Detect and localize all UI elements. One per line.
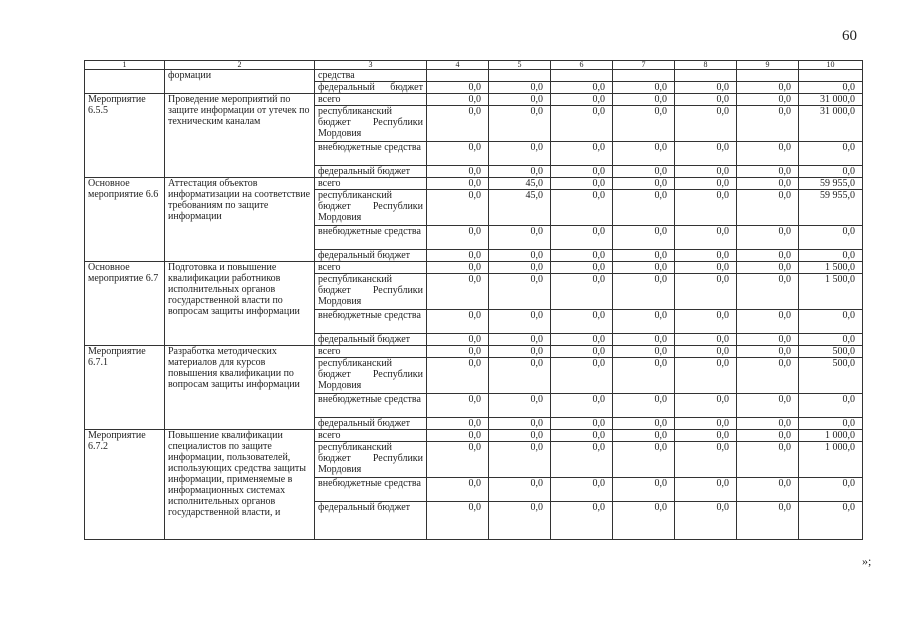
amount-cell: 0,0 [613, 334, 675, 346]
amount-cell: 0,0 [613, 250, 675, 262]
amount-cell: 0,0 [799, 82, 863, 94]
amount-cell: 0,0 [427, 418, 489, 430]
column-number: 8 [675, 61, 737, 70]
funding-source-cell: федеральный бюджет [315, 502, 427, 540]
amount-cell: 0,0 [675, 106, 737, 142]
amount-cell: 0,0 [489, 226, 551, 250]
amount-cell: 0,0 [737, 82, 799, 94]
amount-cell: 0,0 [427, 394, 489, 418]
funding-source-cell: федеральный бюджет [315, 334, 427, 346]
amount-cell: 0,0 [613, 226, 675, 250]
activity-name-cell: Разработка методических материалов для курсов повышения квалификации по вопросам защиты информации [165, 346, 315, 430]
column-number: 2 [165, 61, 315, 70]
amount-cell: 0,0 [613, 166, 675, 178]
table-row [85, 262, 863, 274]
amount-cell: 0,0 [737, 250, 799, 262]
amount-cell: 0,0 [675, 262, 737, 274]
amount-cell: 0,0 [427, 502, 489, 540]
amount-cell: 0,0 [675, 346, 737, 358]
amount-cell: 0,0 [737, 394, 799, 418]
funding-source-cell: внебюджетные средства [315, 310, 427, 334]
funding-source-cell: федеральный бюджет [315, 166, 427, 178]
amount-cell: 0,0 [737, 442, 799, 478]
amount-cell: 0,0 [613, 418, 675, 430]
amount-cell: 31 000,0 [799, 94, 863, 106]
amount-cell: 0,0 [675, 274, 737, 310]
funding-source-cell: федеральный бюджет [315, 82, 427, 94]
amount-cell: 0,0 [551, 178, 613, 190]
amount-cell: 0,0 [799, 166, 863, 178]
funding-source-cell: всего [315, 430, 427, 442]
amount-cell: 0,0 [551, 358, 613, 394]
table-row [85, 70, 863, 82]
funding-source-cell: всего [315, 94, 427, 106]
amount-cell: 0,0 [737, 106, 799, 142]
funding-source-cell: всего [315, 262, 427, 274]
amount-cell: 0,0 [551, 226, 613, 250]
funding-source-cell: республиканский бюджет Республики Мордовия [315, 106, 427, 142]
table-body [85, 61, 863, 540]
amount-cell: 0,0 [737, 142, 799, 166]
amount-cell [551, 70, 613, 82]
amount-cell: 0,0 [427, 190, 489, 226]
amount-cell: 0,0 [489, 310, 551, 334]
amount-cell: 0,0 [613, 190, 675, 226]
funding-source-cell: внебюджетные средства [315, 142, 427, 166]
amount-cell: 0,0 [613, 262, 675, 274]
amount-cell: 0,0 [551, 166, 613, 178]
amount-cell: 0,0 [551, 418, 613, 430]
activity-name-cell: формации [165, 70, 315, 94]
amount-cell: 31 000,0 [799, 106, 863, 142]
amount-cell: 0,0 [613, 502, 675, 540]
amount-cell: 0,0 [675, 442, 737, 478]
amount-cell: 0,0 [551, 82, 613, 94]
amount-cell: 0,0 [427, 106, 489, 142]
amount-cell: 0,0 [489, 334, 551, 346]
amount-cell: 0,0 [613, 178, 675, 190]
amount-cell: 0,0 [551, 430, 613, 442]
funding-source-cell: республиканский бюджет Республики Мордовия [315, 358, 427, 394]
column-number: 9 [737, 61, 799, 70]
amount-cell: 0,0 [675, 226, 737, 250]
amount-cell: 0,0 [737, 94, 799, 106]
amount-cell: 0,0 [551, 106, 613, 142]
amount-cell: 0,0 [489, 442, 551, 478]
amount-cell: 0,0 [737, 310, 799, 334]
amount-cell: 0,0 [427, 346, 489, 358]
amount-cell: 0,0 [737, 262, 799, 274]
funding-source-cell: внебюджетные средства [315, 478, 427, 502]
amount-cell: 0,0 [737, 346, 799, 358]
amount-cell: 0,0 [489, 430, 551, 442]
amount-cell: 0,0 [427, 226, 489, 250]
amount-cell: 0,0 [799, 502, 863, 540]
amount-cell: 0,0 [613, 106, 675, 142]
table-row [85, 94, 863, 106]
amount-cell: 0,0 [427, 250, 489, 262]
amount-cell: 0,0 [799, 310, 863, 334]
activity-code-cell: Основное мероприятие 6.6 [85, 178, 165, 262]
amount-cell: 0,0 [613, 358, 675, 394]
funding-source-cell: всего [315, 178, 427, 190]
column-number: 10 [799, 61, 863, 70]
amount-cell: 0,0 [427, 82, 489, 94]
amount-cell: 0,0 [551, 442, 613, 478]
amount-cell [613, 70, 675, 82]
column-number: 5 [489, 61, 551, 70]
amount-cell: 0,0 [489, 166, 551, 178]
amount-cell: 0,0 [427, 178, 489, 190]
amount-cell: 0,0 [675, 394, 737, 418]
amount-cell: 0,0 [489, 418, 551, 430]
amount-cell: 0,0 [799, 394, 863, 418]
amount-cell: 0,0 [613, 346, 675, 358]
amount-cell: 0,0 [551, 142, 613, 166]
amount-cell: 0,0 [799, 226, 863, 250]
amount-cell: 0,0 [737, 358, 799, 394]
amount-cell: 0,0 [427, 310, 489, 334]
funding-source-cell: средства [315, 70, 427, 82]
funding-source-cell: республиканский бюджет Республики Мордовия [315, 274, 427, 310]
amount-cell: 0,0 [613, 142, 675, 166]
column-number: 6 [551, 61, 613, 70]
amount-cell: 0,0 [675, 82, 737, 94]
amount-cell: 0,0 [551, 502, 613, 540]
column-number: 4 [427, 61, 489, 70]
amount-cell: 1 500,0 [799, 274, 863, 310]
amount-cell: 0,0 [675, 358, 737, 394]
funding-source-cell: республиканский бюджет Республики Мордовия [315, 442, 427, 478]
amount-cell: 0,0 [737, 418, 799, 430]
amount-cell: 45,0 [489, 190, 551, 226]
amount-cell: 0,0 [551, 478, 613, 502]
amount-cell: 59 955,0 [799, 178, 863, 190]
amount-cell: 0,0 [613, 274, 675, 310]
amount-cell: 0,0 [489, 262, 551, 274]
amount-cell: 0,0 [613, 94, 675, 106]
column-number: 7 [613, 61, 675, 70]
amount-cell: 0,0 [799, 142, 863, 166]
amount-cell: 0,0 [489, 94, 551, 106]
amount-cell [427, 70, 489, 82]
amount-cell: 0,0 [737, 430, 799, 442]
amount-cell: 0,0 [613, 442, 675, 478]
amount-cell: 45,0 [489, 178, 551, 190]
funding-source-cell: внебюджетные средства [315, 226, 427, 250]
amount-cell: 0,0 [799, 418, 863, 430]
amount-cell: 1 000,0 [799, 442, 863, 478]
column-number: 1 [85, 61, 165, 70]
amount-cell: 0,0 [489, 346, 551, 358]
amount-cell: 0,0 [551, 94, 613, 106]
amount-cell: 0,0 [551, 190, 613, 226]
amount-cell: 0,0 [427, 358, 489, 394]
amount-cell: 0,0 [799, 334, 863, 346]
amount-cell: 0,0 [675, 502, 737, 540]
column-number: 3 [315, 61, 427, 70]
amount-cell: 0,0 [551, 346, 613, 358]
amount-cell: 0,0 [675, 166, 737, 178]
activity-name-cell: Повышение квалификации специалистов по защите информации, пользователей, использующих средства защиты информации, применяемые в информационных системах исполнительных органов государственной власти, и [165, 430, 315, 540]
amount-cell: 0,0 [489, 274, 551, 310]
amount-cell: 0,0 [489, 106, 551, 142]
amount-cell: 0,0 [675, 418, 737, 430]
activity-name-cell: Проведение мероприятий по защите информации от утечек по техническим каналам [165, 94, 315, 178]
activity-code-cell [85, 70, 165, 94]
amount-cell: 1 000,0 [799, 430, 863, 442]
amount-cell: 0,0 [427, 442, 489, 478]
amount-cell: 1 500,0 [799, 262, 863, 274]
funding-source-cell: внебюджетные средства [315, 394, 427, 418]
amount-cell: 0,0 [613, 430, 675, 442]
amount-cell: 0,0 [613, 478, 675, 502]
amount-cell: 0,0 [737, 274, 799, 310]
amount-cell: 0,0 [613, 82, 675, 94]
amount-cell: 0,0 [427, 334, 489, 346]
amount-cell: 0,0 [427, 430, 489, 442]
amount-cell: 0,0 [551, 334, 613, 346]
budget-table [84, 60, 863, 540]
amount-cell: 0,0 [675, 94, 737, 106]
activity-code-cell: Мероприятие 6.7.2 [85, 430, 165, 540]
amount-cell: 0,0 [613, 394, 675, 418]
amount-cell: 0,0 [675, 334, 737, 346]
amount-cell: 0,0 [675, 142, 737, 166]
amount-cell: 0,0 [613, 310, 675, 334]
table-row [85, 430, 863, 442]
amount-cell [675, 70, 737, 82]
amount-cell: 0,0 [427, 274, 489, 310]
page-number: 60 [842, 28, 857, 44]
amount-cell: 59 955,0 [799, 190, 863, 226]
amount-cell: 0,0 [551, 394, 613, 418]
amount-cell: 0,0 [799, 250, 863, 262]
amount-cell: 0,0 [427, 94, 489, 106]
amount-cell: 0,0 [551, 250, 613, 262]
amount-cell [489, 70, 551, 82]
funding-source-cell: республиканский бюджет Республики Мордовия [315, 190, 427, 226]
amount-cell: 0,0 [737, 178, 799, 190]
amount-cell: 0,0 [737, 226, 799, 250]
amount-cell: 0,0 [551, 274, 613, 310]
amount-cell: 0,0 [799, 478, 863, 502]
amount-cell: 0,0 [489, 358, 551, 394]
amount-cell: 0,0 [489, 82, 551, 94]
amount-cell: 0,0 [427, 142, 489, 166]
amount-cell: 0,0 [675, 190, 737, 226]
amount-cell [737, 70, 799, 82]
activity-code-cell: Мероприятие 6.5.5 [85, 94, 165, 178]
amount-cell: 0,0 [675, 478, 737, 502]
amount-cell: 0,0 [427, 262, 489, 274]
amount-cell: 0,0 [675, 250, 737, 262]
amount-cell: 0,0 [737, 334, 799, 346]
amount-cell: 500,0 [799, 346, 863, 358]
amount-cell: 0,0 [427, 166, 489, 178]
amount-cell: 0,0 [489, 502, 551, 540]
activity-code-cell: Мероприятие 6.7.1 [85, 346, 165, 430]
amount-cell [799, 70, 863, 82]
amount-cell: 0,0 [489, 142, 551, 166]
amount-cell: 0,0 [489, 478, 551, 502]
amount-cell: 0,0 [737, 190, 799, 226]
activity-name-cell: Подготовка и повышение квалификации работников исполнительных органов государственной власти по вопросам защиты информации [165, 262, 315, 346]
funding-source-cell: всего [315, 346, 427, 358]
amount-cell: 0,0 [551, 310, 613, 334]
table-row [85, 346, 863, 358]
amount-cell: 0,0 [427, 478, 489, 502]
amount-cell: 0,0 [737, 166, 799, 178]
amount-cell: 0,0 [675, 310, 737, 334]
column-number-row [85, 61, 863, 70]
table-row [85, 178, 863, 190]
activity-name-cell: Аттестация объектов информатизации на соответствие требованиям по защите информации [165, 178, 315, 262]
funding-source-cell: федеральный бюджет [315, 418, 427, 430]
activity-code-cell: Основное мероприятие 6.7 [85, 262, 165, 346]
amount-cell: 0,0 [737, 478, 799, 502]
closing-quote-mark: »; [862, 554, 872, 568]
amount-cell: 0,0 [737, 502, 799, 540]
funding-source-cell: федеральный бюджет [315, 250, 427, 262]
amount-cell: 0,0 [489, 250, 551, 262]
amount-cell: 500,0 [799, 358, 863, 394]
amount-cell: 0,0 [551, 262, 613, 274]
amount-cell: 0,0 [675, 430, 737, 442]
amount-cell: 0,0 [675, 178, 737, 190]
amount-cell: 0,0 [489, 394, 551, 418]
